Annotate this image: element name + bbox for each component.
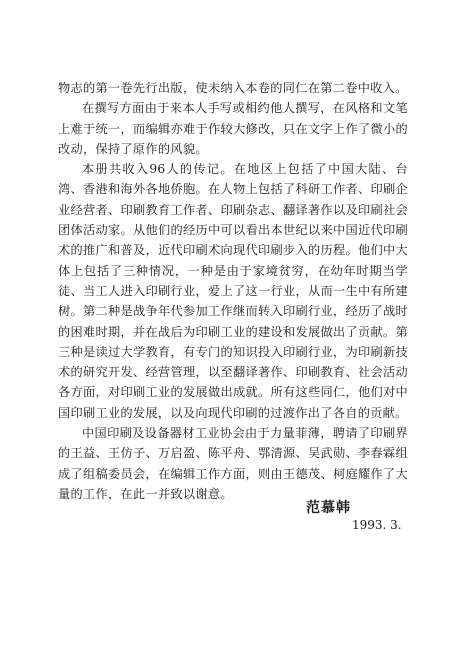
signature-date: 1993. 3. [352,518,402,532]
paragraph-2: 在撰写方面由于来本人手写或相约他人撰写，在风格和文笔上难于统一，而编辑亦难于作较大修改，只在文字上作了微小的改动，保持了原作的风貌。 [58,101,408,156]
paragraph-1: 物志的第一卷先行出版，使未纳入本卷的同仁在第二卷中收入。 [58,81,408,95]
body-text [58,78,408,504]
paragraph-3: 本册共收入96人的传记。在地区上包括了中国大陆、台湾、香港和海外各地侨胞。在人物上包括了科研工作者、印刷企业经营者、印刷教育工作者、印刷杂志、翻译著作以及印刷社会团体活动家。从他们的经历中可以看出本世纪以来中国近代印刷术的推广和普及，近代印刷术向现代印刷步入的历程。他们中大体上包括了三种情况，一种是由于家境贫穷，在幼年时期当学徒、当工人进入印刷行业，爱上了这一行业，从而一生中有所建树。第二种是战争年代参加工作继而转入印刷行业，经历了战时的困难时期，并在战后为印刷工业的建设和发展做出了贡献。第三种是读过大学教育，有专门的知识投入印刷行业，为印刷新技术的研究开发、经营管理，以至翻译著作、印刷教育、社会活动各方面，对印刷工业的发展做出成就。所有这些同仁，他们对中国印刷工业的发展，以及向现代印刷的过渡作出了各自的贡献。 [58,162,408,420]
author-signature: 范慕韩 [306,500,351,516]
paragraph-4: 中国印刷及设备器材工业协会由于力量菲薄，聘请了印刷界的王益、王仿子、万启盈、陈平舟、鄂清源、吴武勋、李春霖组成了组稿委员会，在编辑工作方面，则由王德茂、柯庭耀作了大量的工作，在此一并致以谢意。 [58,426,408,501]
